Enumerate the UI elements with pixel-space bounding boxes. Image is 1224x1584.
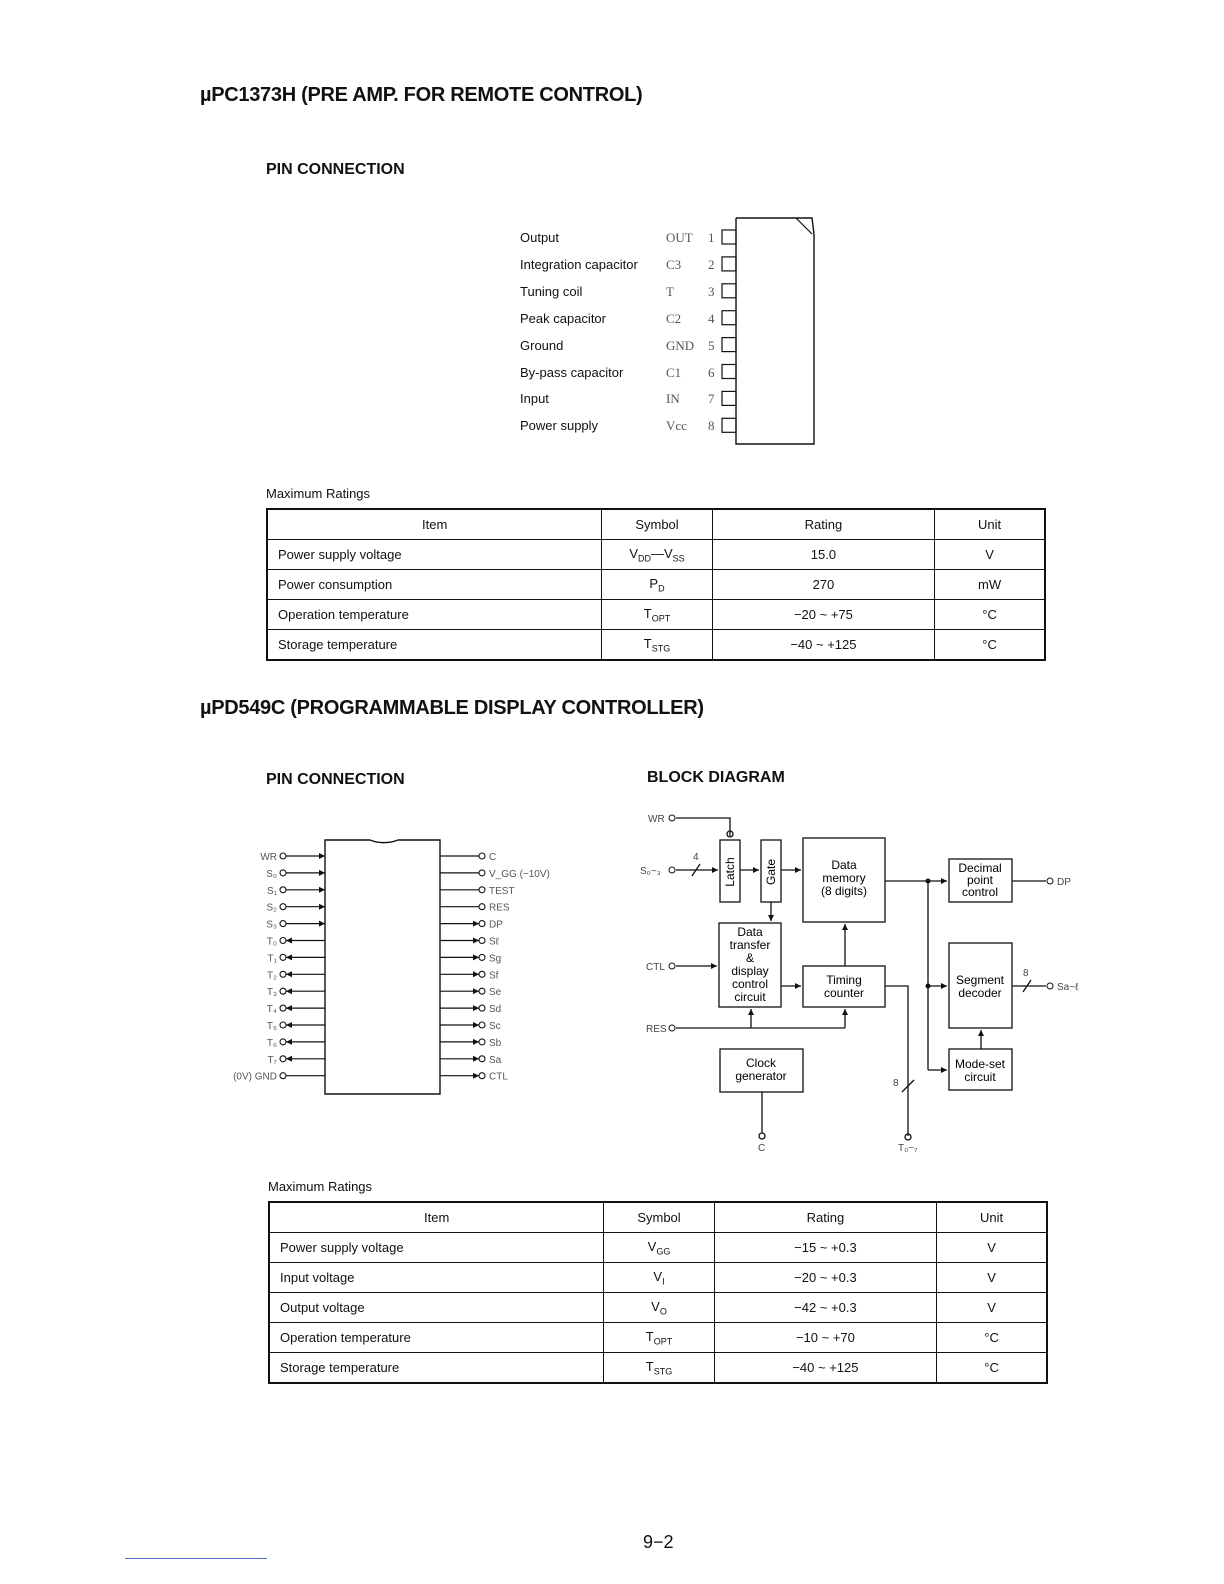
dip-right-pin-label: Se <box>489 987 502 999</box>
wr-signal: WR <box>648 814 665 825</box>
data-transfer-label: control <box>731 977 769 991</box>
pin-symbol: C1 <box>666 364 682 380</box>
package-pin <box>722 311 736 325</box>
dip-pin-arrow <box>319 870 325 876</box>
clock-label: generator <box>735 1069 787 1083</box>
decimal-label: Decimal <box>958 861 1002 875</box>
dip-pin-arrow <box>473 971 479 977</box>
dip-left-pin-label: T₂ <box>267 970 277 982</box>
section1-pin-heading: PIN CONNECTION <box>266 161 405 178</box>
item-cell: Power supply voltage <box>269 1233 604 1263</box>
package-pin <box>722 365 736 379</box>
dip-pin-terminal <box>479 1005 485 1011</box>
pin-symbol: T <box>666 283 674 299</box>
dip-outline <box>325 840 440 1094</box>
dip-pin-terminal <box>280 921 286 927</box>
section1-ratings-table <box>266 508 1046 661</box>
segment-label: Segment <box>955 973 1005 987</box>
table-header: Unit <box>935 509 1045 540</box>
unit-cell: V <box>937 1263 1047 1293</box>
dip-pin-terminal <box>479 988 485 994</box>
dip-right-pin-label: RES <box>489 902 510 914</box>
symbol-cell <box>604 1323 714 1353</box>
symbol-text: V <box>653 1268 663 1284</box>
dip-pin-terminal <box>479 1073 485 1079</box>
package-pin <box>722 257 736 271</box>
dip-left-pin-label: T₁ <box>267 953 277 965</box>
dip-pin-terminal <box>479 954 485 960</box>
t-out-signal: T₀~₇ <box>898 1143 918 1154</box>
rating-cell: −40 ~ +125 <box>712 630 935 661</box>
symbol-subscript: STG <box>651 643 671 654</box>
dip-pin-arrow <box>286 988 292 994</box>
dip-pin-arrow <box>319 887 325 893</box>
dip-right-pin-label: Sℓ <box>489 936 499 948</box>
clock-label: Clock <box>745 1056 777 1070</box>
section2-max-ratings-label: Maximum Ratings <box>268 1179 373 1194</box>
pin-number: 4 <box>708 310 715 326</box>
dip-right-pin-label: Sf <box>489 970 499 982</box>
pin-symbol: IN <box>666 391 680 407</box>
symbol-text: P <box>649 575 659 591</box>
dip-pin-arrow <box>473 938 479 944</box>
data-transfer-label: transfer <box>729 938 771 952</box>
unit-cell: °C <box>935 600 1045 630</box>
table-header: Item <box>267 509 602 540</box>
symbol-subscript: O <box>659 1306 667 1317</box>
rating-cell: −10 ~ +70 <box>714 1323 937 1353</box>
table-row <box>269 1293 1047 1323</box>
data-memory-label: (8 digits) <box>820 884 868 898</box>
s-signal: S₀~₃ <box>640 866 661 877</box>
symbol-text: V <box>651 1298 660 1314</box>
dip-pin-terminal <box>479 1039 485 1045</box>
dip-pin-terminal <box>280 1073 286 1079</box>
dip-pin-arrow <box>286 971 292 977</box>
pin-symbol: OUT <box>666 230 693 245</box>
pin-number: 3 <box>708 283 715 299</box>
pin-label: Output <box>520 230 560 245</box>
rating-cell: −20 ~ +0.3 <box>714 1263 937 1293</box>
rating-cell: −20 ~ +75 <box>712 600 935 630</box>
dip-pin-arrow <box>286 938 292 944</box>
dip-pin-terminal <box>479 904 485 910</box>
symbol-cell <box>602 600 712 630</box>
symbol-subscript: STG <box>653 1366 673 1377</box>
dip-pin-arrow <box>286 1039 292 1045</box>
dip-left-pin-label: S₂ <box>266 902 277 914</box>
item-cell: Storage temperature <box>269 1353 604 1384</box>
data-memory-label: memory <box>822 871 866 885</box>
pin-symbol: Vcc <box>666 418 687 434</box>
unit-cell: V <box>937 1233 1047 1263</box>
rating-cell: −42 ~ +0.3 <box>714 1293 937 1323</box>
dip-pin-terminal <box>280 887 286 893</box>
pin-label: Peak capacitor <box>520 310 606 326</box>
package-pin <box>722 391 736 405</box>
dip-right-pin-label: Sa <box>489 1054 502 1066</box>
package-pin <box>722 284 736 298</box>
table-header: Item <box>269 1202 604 1233</box>
item-cell: Output voltage <box>269 1293 604 1323</box>
symbol-subscript: SS <box>672 553 685 564</box>
bus-4: 4 <box>693 852 699 863</box>
symbol-text: T <box>643 605 652 621</box>
block-diagram-heading: BLOCK DIAGRAM <box>647 769 785 786</box>
package-outline <box>736 218 814 444</box>
pin-symbol: GND <box>666 337 695 353</box>
dip-left-pin-label: T₃ <box>266 987 277 999</box>
dip-pin-arrow <box>286 1022 292 1028</box>
dip-right-pin-label: CTL <box>489 1071 508 1083</box>
segment-label: decoder <box>958 986 1002 1000</box>
ctl-signal: CTL <box>646 962 665 973</box>
pin-label: By-pass capacitor <box>520 364 624 380</box>
pin-label: Power supply <box>520 418 599 434</box>
dip-pin-arrow <box>473 1022 479 1028</box>
symbol-cell <box>604 1233 714 1263</box>
item-cell: Operation temperature <box>269 1323 604 1353</box>
dip-pin-terminal <box>280 853 286 859</box>
upd549c-package <box>222 832 550 1100</box>
table-row <box>267 570 1045 600</box>
symbol-cell <box>602 630 712 661</box>
dip-pin-terminal <box>280 1005 286 1011</box>
dip-pin-terminal <box>280 870 286 876</box>
dip-pin-terminal <box>280 971 286 977</box>
rating-cell: −15 ~ +0.3 <box>714 1233 937 1263</box>
symbol-subscript: D <box>658 583 665 594</box>
table-header: Symbol <box>602 509 712 540</box>
dip-left-pin-label: S₀ <box>266 868 277 880</box>
dip-right-pin-label: Sg <box>489 953 502 965</box>
dip-pin-arrow <box>473 1039 479 1045</box>
block-diagram <box>636 806 1106 1158</box>
symbol-subscript: DD <box>637 553 651 564</box>
timing-label: Timing <box>826 973 862 987</box>
symbol-text: T <box>645 1328 654 1344</box>
dip-pin-terminal <box>479 870 485 876</box>
unit-cell: mW <box>935 570 1045 600</box>
bus-8-s: 8 <box>1023 968 1029 979</box>
pin-label: Input <box>520 391 549 407</box>
dip-pin-arrow <box>473 1073 479 1079</box>
data-transfer-label: Data <box>737 925 763 939</box>
dip-pin-terminal <box>280 954 286 960</box>
dip-pin-arrow <box>473 1056 479 1062</box>
dip-left-pin-label: T₇ <box>267 1054 277 1066</box>
pin-symbol: C3 <box>666 256 682 272</box>
package-corner-notch <box>796 218 812 234</box>
dip-left-pin-label: T₅ <box>266 1021 277 1032</box>
item-cell: Input voltage <box>269 1263 604 1293</box>
unit-cell: V <box>935 540 1045 570</box>
pin-number: 2 <box>708 256 715 272</box>
section2-title: µPD549C (PROGRAMMABLE DISPLAY CONTROLLER) <box>200 697 704 719</box>
modeset-label: circuit <box>964 1070 996 1084</box>
dip-pin-terminal <box>479 853 485 859</box>
dip-left-pin-label: T₀ <box>266 936 277 948</box>
package-pins <box>722 230 736 432</box>
wr-line <box>676 818 730 836</box>
table-row <box>267 600 1045 630</box>
dip-left-pin-label: S₁ <box>266 885 277 897</box>
table-header: Unit <box>937 1202 1047 1233</box>
symbol-cell <box>604 1353 714 1384</box>
rating-cell: −40 ~ +125 <box>714 1353 937 1384</box>
unit-cell: °C <box>937 1323 1047 1353</box>
item-cell: Power supply voltage <box>267 540 602 570</box>
dip-pin-terminal <box>280 1022 286 1028</box>
c-signal: C <box>758 1143 766 1154</box>
symbol-cell <box>604 1293 714 1323</box>
dip-pin-terminal <box>280 1039 286 1045</box>
dip-right-pin-label: DP <box>489 919 503 931</box>
symbol-subscript: OPT <box>653 1336 673 1347</box>
table-row <box>269 1323 1047 1353</box>
table-header: Symbol <box>604 1202 714 1233</box>
data-transfer-label: circuit <box>734 990 766 1004</box>
res-signal: RES <box>646 1024 667 1035</box>
package-pin <box>722 338 736 352</box>
symbol-subscript: GG <box>656 1246 671 1257</box>
rating-cell: 270 <box>712 570 935 600</box>
symbol-text: T <box>645 1358 654 1374</box>
rating-cell: 15.0 <box>712 540 935 570</box>
decimal-label: point <box>966 873 994 887</box>
seg-out-signal: Sa~ℓ <box>1057 982 1079 993</box>
table-header: Rating <box>714 1202 937 1233</box>
symbol-cell <box>604 1263 714 1293</box>
dip-right-pin-label: TEST <box>489 885 515 897</box>
dip-pin-arrow <box>473 1005 479 1011</box>
pin-symbol: C2 <box>666 310 682 326</box>
dip-right-pin-label: V_GG (−10V) <box>489 868 550 880</box>
dip-left-pin-label: T₆ <box>266 1037 277 1049</box>
table-row <box>267 540 1045 570</box>
table-row <box>269 1353 1047 1384</box>
dip-pin-terminal <box>280 1056 286 1062</box>
dip-pin-arrow <box>319 921 325 927</box>
dip-pin-arrow <box>473 921 479 927</box>
dip-pin-arrow <box>286 1005 292 1011</box>
table-row <box>269 1233 1047 1263</box>
dip-left-pin-label: S₃ <box>266 919 277 931</box>
dp-signal: DP <box>1057 877 1071 888</box>
latch-label: Latch <box>723 857 737 887</box>
table-header: Rating <box>712 509 935 540</box>
section2-pin-heading: PIN CONNECTION <box>266 771 405 788</box>
package-pin <box>722 230 736 244</box>
section1-title: µPC1373H (PRE AMP. FOR REMOTE CONTROL) <box>200 84 643 106</box>
data-memory-label: Data <box>831 858 857 872</box>
dip-pin-terminal <box>479 1056 485 1062</box>
unit-cell: °C <box>935 630 1045 661</box>
dip-pin-terminal <box>479 887 485 893</box>
dip-pin-terminal <box>479 921 485 927</box>
dip-pin-arrow <box>473 988 479 994</box>
dip-pin-arrow <box>286 1056 292 1062</box>
dip-left-pin-label: (0V) GND <box>233 1071 277 1083</box>
section1-max-ratings-label: Maximum Ratings <box>266 486 371 501</box>
pin-label: Tuning coil <box>520 283 583 299</box>
pin-number: 7 <box>708 391 715 407</box>
dip-left-pin-label: T₄ <box>266 1004 277 1016</box>
data-transfer-label: display <box>731 964 769 978</box>
footer-rule <box>125 1558 267 1559</box>
pin-number: 1 <box>708 230 715 245</box>
decimal-label: control <box>961 885 999 899</box>
pin-number: 6 <box>708 364 715 380</box>
bus-8-t: 8 <box>893 1078 899 1089</box>
timing-label: counter <box>823 986 865 1000</box>
pin-label: Ground <box>520 337 564 353</box>
dip-pin-arrow <box>286 954 292 960</box>
symbol-cell <box>602 540 712 570</box>
dip-pin-arrow <box>319 904 325 910</box>
table-row <box>267 630 1045 661</box>
symbol-text: V <box>629 545 638 561</box>
dip-left-pin-label: WR <box>260 852 277 863</box>
item-cell: Storage temperature <box>267 630 602 661</box>
symbol-subscript: OPT <box>651 613 671 624</box>
dip-right-pin-label: Sb <box>489 1037 502 1049</box>
symbol-subscript: I <box>662 1276 665 1287</box>
dip-pin-terminal <box>280 904 286 910</box>
item-cell: Operation temperature <box>267 600 602 630</box>
pin-label: Integration capacitor <box>520 256 638 272</box>
symbol-text: T <box>643 635 652 651</box>
symbol-text: —V <box>650 545 673 561</box>
page-number: 9−2 <box>643 1532 674 1552</box>
symbol-cell <box>602 570 712 600</box>
dip-pin-terminal <box>280 988 286 994</box>
dip-right-pin-label: Sc <box>489 1021 501 1032</box>
dip-right-pin-label: C <box>489 852 497 863</box>
dip-pins <box>233 852 550 1083</box>
unit-cell: V <box>937 1293 1047 1323</box>
unit-cell: °C <box>937 1353 1047 1384</box>
section2-ratings-table <box>268 1201 1048 1384</box>
upc1373h-package <box>716 212 820 452</box>
data-transfer-label: & <box>745 951 755 965</box>
dip-pin-arrow <box>473 954 479 960</box>
table-row <box>269 1263 1047 1293</box>
pin-number: 5 <box>708 337 715 353</box>
dip-pin-terminal <box>479 971 485 977</box>
dip-pin-terminal <box>479 938 485 944</box>
item-cell: Power consumption <box>267 570 602 600</box>
dip-pin-terminal <box>280 938 286 944</box>
modeset-label: Mode-set <box>954 1057 1006 1071</box>
dip-pin-arrow <box>319 853 325 859</box>
dip-right-pin-label: Sd <box>489 1004 502 1016</box>
symbol-text: V <box>647 1238 657 1254</box>
dip-pin-terminal <box>479 1022 485 1028</box>
gate-label: Gate <box>764 858 778 886</box>
package-pin <box>722 418 736 432</box>
pin-number: 8 <box>708 418 715 434</box>
